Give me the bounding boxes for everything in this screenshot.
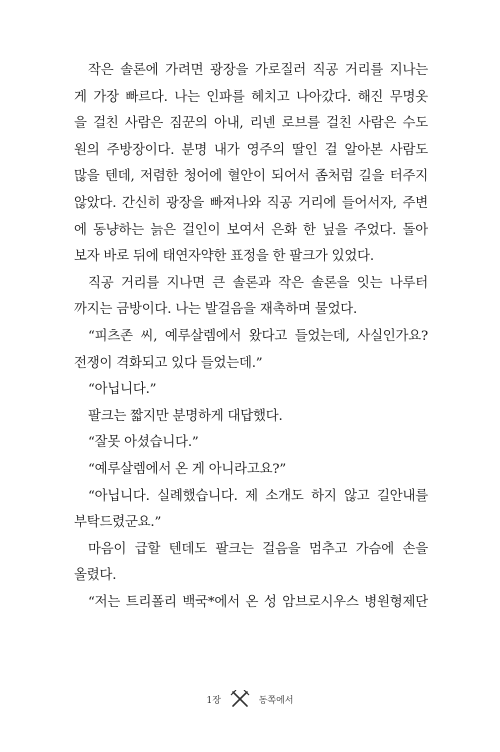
text-line: “저는 트리폴리 백국*에서 온 성 암브로시우스 병원형제단 [88,594,428,610]
text-line: “아닙니다. 실례했습니다. 제 소개도 하지 않고 길안내를 [88,488,428,504]
text-line: 작은 솔론에 가려면 광장을 가로질러 직공 거리를 지나는 [88,63,428,78]
text-line: “예루살렘에서 온 게 아니라고요?” [88,461,286,477]
text-line: 팔크는 짧지만 분명하게 대답했다. [88,408,283,424]
text-line: 않았다. 간신히 광장을 빠져나와 직공 거리에 들어서자, 주변 [74,195,428,211]
text-line: 게 가장 빠르다. 나는 인파를 헤치고 나아갔다. 해진 무명옷 [74,89,428,105]
text-line: “아닙니다.” [88,382,157,398]
text-line: 보자 바로 뒤에 태연자약한 표정을 한 팔크가 있었다. [74,249,374,265]
body-text [74,58,428,616]
text-line: 많을 텐데, 저렴한 청어에 혈안이 되어서 좀처럼 길을 터주지 [74,169,428,185]
text-line: 부탁드렸군요.” [74,515,162,531]
text-line: “피츠존 씨, 예루살렘에서 왔다고 들었는데, 사실인가요? [88,328,428,344]
section-title: 동쪽에서 [258,695,294,706]
text-line: 에 동냥하는 늙은 걸인이 보여서 은화 한 닢을 주었다. 돌아 [74,222,428,238]
text-line: “잘못 아셨습니다.” [88,435,199,451]
text-line: 까지는 금방이다. 나는 발걸음을 재촉하며 물었다. [74,302,358,318]
text-line: 마음이 급할 텐데도 팔크는 걸음을 멈추고 가슴에 손을 [88,541,428,557]
chapter-label: 1장 [206,695,221,706]
text-line: 을 걸친 사람은 짐꾼의 아내, 리넨 로브를 걸친 사람은 수도 [74,116,428,132]
page-footer [0,690,500,708]
text-line: 올렸다. [74,568,117,584]
crossed-swords-icon [230,690,250,708]
text-line: 직공 거리를 지나면 큰 솔론과 작은 솔론을 잇는 나루터 [88,275,428,291]
text-line: 전쟁이 격화되고 있다 들었는데.” [74,355,263,371]
text-line: 원의 주방장이다. 분명 내가 영주의 딸인 걸 알아본 사람도 [74,142,428,158]
